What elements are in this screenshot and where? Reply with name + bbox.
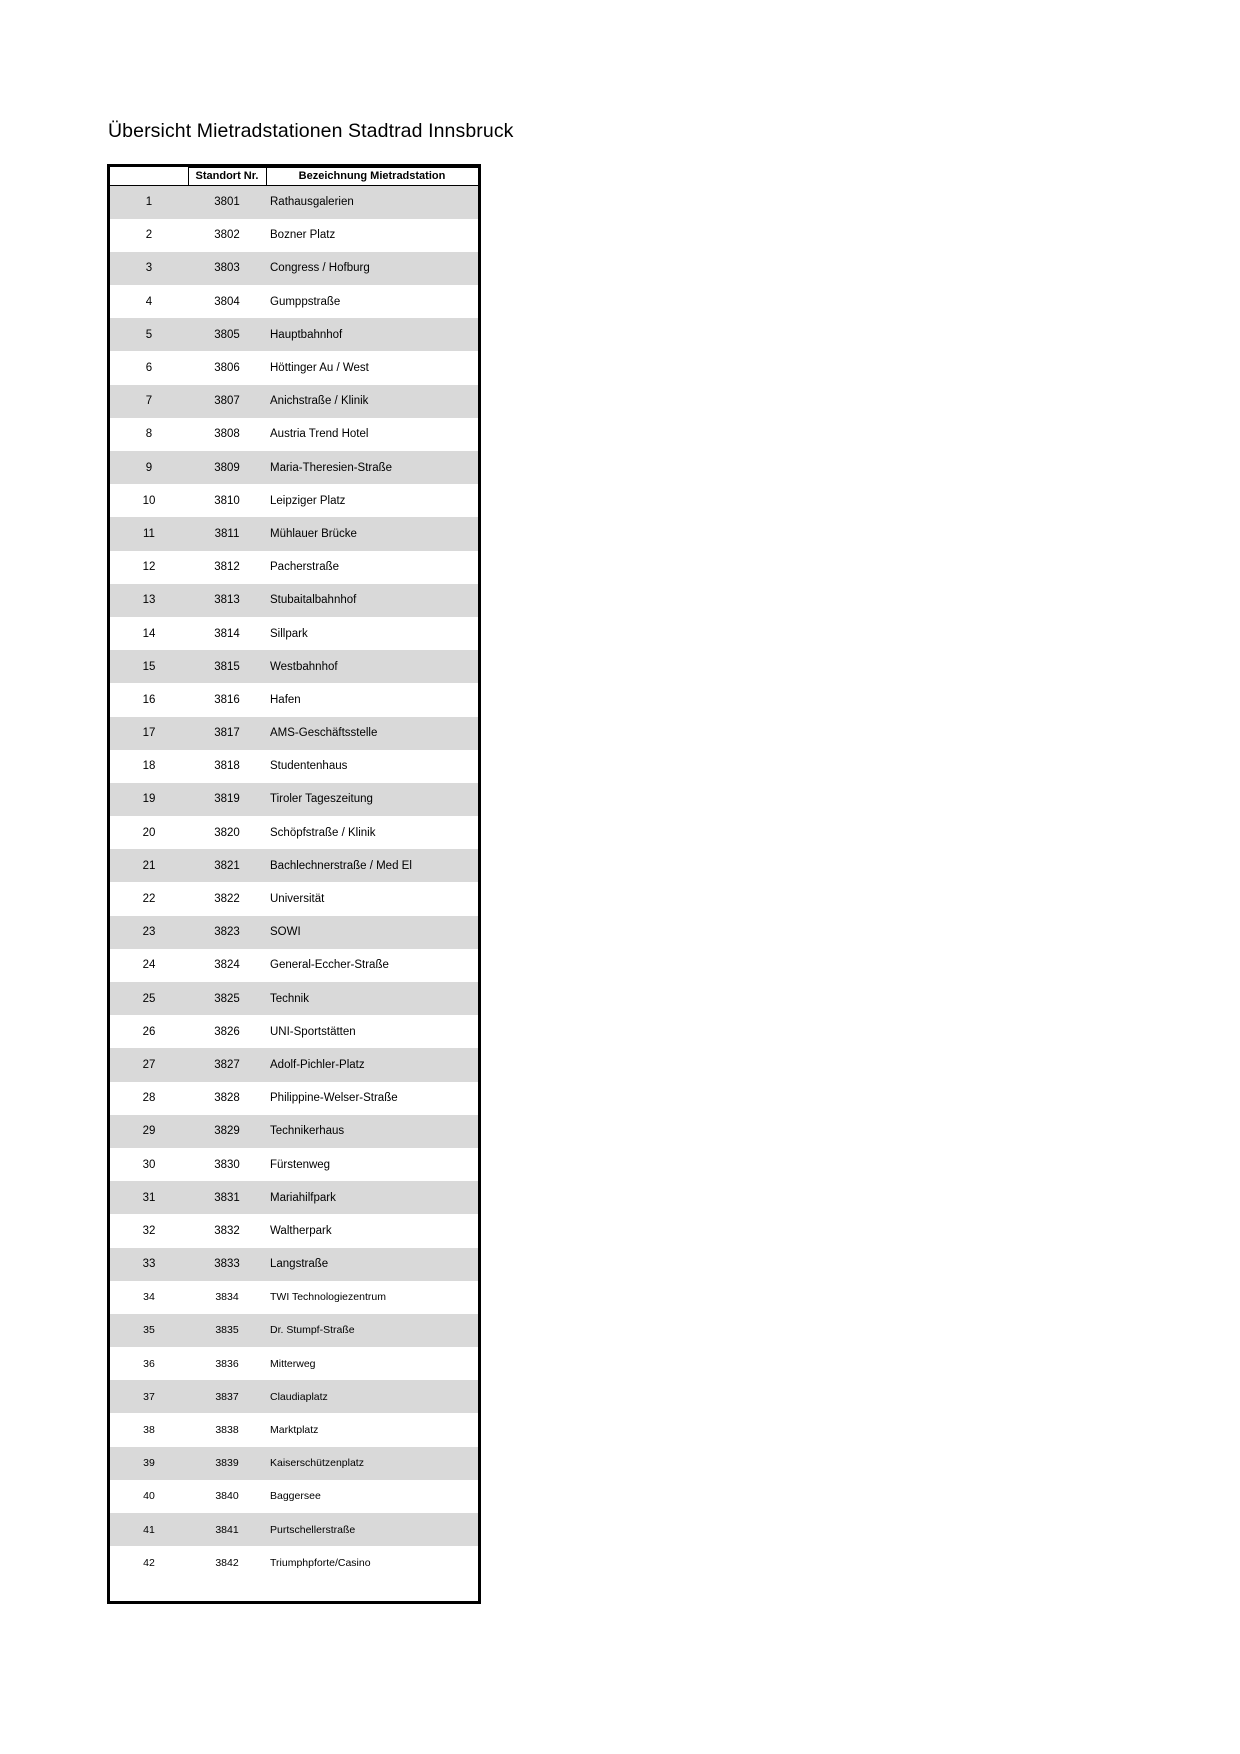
cell-standort-nr: 3827 [188, 1048, 266, 1081]
cell-index: 14 [110, 617, 188, 650]
table-row [110, 750, 478, 783]
table-row [110, 1314, 478, 1347]
cell-index: 2 [110, 219, 188, 252]
table-row [110, 451, 478, 484]
cell-index: 39 [110, 1447, 188, 1480]
cell-standort-nr: 3809 [188, 451, 266, 484]
cell-station-name: TWI Technologiezentrum [266, 1281, 478, 1314]
cell-standort-nr: 3828 [188, 1082, 266, 1115]
cell-index: 10 [110, 484, 188, 517]
cell-standort-nr: 3833 [188, 1248, 266, 1281]
cell-standort-nr: 3808 [188, 418, 266, 451]
cell-index: 36 [110, 1347, 188, 1380]
table-row [110, 1513, 478, 1546]
cell-station-name: Höttinger Au / West [266, 351, 478, 384]
cell-station-name: SOWI [266, 916, 478, 949]
cell-standort-nr: 3841 [188, 1513, 266, 1546]
column-header-bezeichnung: Bezeichnung Mietradstation [266, 168, 478, 186]
cell-station-name: Technik [266, 982, 478, 1015]
cell-standort-nr: 3805 [188, 318, 266, 351]
cell-standort-nr: 3817 [188, 717, 266, 750]
cell-standort-nr: 3820 [188, 816, 266, 849]
cell-station-name: Leipziger Platz [266, 484, 478, 517]
cell-standort-nr: 3838 [188, 1413, 266, 1446]
cell-standort-nr: 3834 [188, 1281, 266, 1314]
table-row [110, 285, 478, 318]
cell-standort-nr: 3821 [188, 849, 266, 882]
cell-index: 24 [110, 949, 188, 982]
cell-index: 42 [110, 1546, 188, 1579]
cell-station-name: Schöpfstraße / Klinik [266, 816, 478, 849]
cell-index: 37 [110, 1380, 188, 1413]
cell-index: 6 [110, 351, 188, 384]
cell-station-name: Maria-Theresien-Straße [266, 451, 478, 484]
cell-station-name: Sillpark [266, 617, 478, 650]
cell-index: 7 [110, 385, 188, 418]
cell-index: 33 [110, 1248, 188, 1281]
table-body [110, 186, 478, 1580]
cell-index: 8 [110, 418, 188, 451]
table-row [110, 982, 478, 1015]
cell-standort-nr: 3823 [188, 916, 266, 949]
cell-index: 25 [110, 982, 188, 1015]
cell-station-name: Pacherstraße [266, 551, 478, 584]
cell-index: 32 [110, 1214, 188, 1247]
cell-station-name: Claudiaplatz [266, 1380, 478, 1413]
cell-station-name: Philippine-Welser-Straße [266, 1082, 478, 1115]
table-row [110, 717, 478, 750]
table-row [110, 186, 478, 219]
cell-index: 3 [110, 252, 188, 285]
cell-index: 20 [110, 816, 188, 849]
table-row [110, 1447, 478, 1480]
cell-standort-nr: 3825 [188, 982, 266, 1015]
table-row [110, 683, 478, 716]
table-row [110, 517, 478, 550]
table-row [110, 551, 478, 584]
cell-index: 4 [110, 285, 188, 318]
cell-index: 11 [110, 517, 188, 550]
cell-station-name: Mariahilfpark [266, 1181, 478, 1214]
cell-station-name: Langstraße [266, 1248, 478, 1281]
table-row [110, 1181, 478, 1214]
cell-station-name: Marktplatz [266, 1413, 478, 1446]
cell-index: 40 [110, 1480, 188, 1513]
cell-standort-nr: 3831 [188, 1181, 266, 1214]
cell-standort-nr: 3836 [188, 1347, 266, 1380]
table-row [110, 949, 478, 982]
cell-station-name: Technikerhaus [266, 1115, 478, 1148]
cell-standort-nr: 3822 [188, 882, 266, 915]
cell-station-name: Gumppstraße [266, 285, 478, 318]
cell-index: 18 [110, 750, 188, 783]
cell-station-name: Austria Trend Hotel [266, 418, 478, 451]
table-row [110, 1347, 478, 1380]
cell-station-name: Waltherpark [266, 1214, 478, 1247]
cell-index: 26 [110, 1015, 188, 1048]
table-row [110, 1082, 478, 1115]
cell-station-name: Mitterweg [266, 1347, 478, 1380]
cell-station-name: Triumphpforte/Casino [266, 1546, 478, 1579]
table-row [110, 584, 478, 617]
table-row [110, 1148, 478, 1181]
cell-index: 28 [110, 1082, 188, 1115]
cell-index: 29 [110, 1115, 188, 1148]
cell-standort-nr: 3801 [188, 186, 266, 219]
cell-station-name: Hauptbahnhof [266, 318, 478, 351]
cell-index: 15 [110, 650, 188, 683]
cell-station-name: Hafen [266, 683, 478, 716]
cell-standort-nr: 3813 [188, 584, 266, 617]
cell-standort-nr: 3837 [188, 1380, 266, 1413]
cell-standort-nr: 3835 [188, 1314, 266, 1347]
table-row [110, 1115, 478, 1148]
cell-index: 16 [110, 683, 188, 716]
cell-standort-nr: 3824 [188, 949, 266, 982]
cell-station-name: Studentenhaus [266, 750, 478, 783]
cell-standort-nr: 3818 [188, 750, 266, 783]
table-row [110, 849, 478, 882]
table-header [110, 168, 478, 186]
cell-station-name: Anichstraße / Klinik [266, 385, 478, 418]
cell-standort-nr: 3829 [188, 1115, 266, 1148]
table-row [110, 1380, 478, 1413]
stations-table [110, 167, 479, 1579]
cell-index: 21 [110, 849, 188, 882]
table-row [110, 1480, 478, 1513]
cell-index: 9 [110, 451, 188, 484]
cell-index: 41 [110, 1513, 188, 1546]
cell-index: 13 [110, 584, 188, 617]
table-row [110, 1248, 478, 1281]
cell-station-name: Baggersee [266, 1480, 478, 1513]
cell-standort-nr: 3814 [188, 617, 266, 650]
table-row [110, 418, 478, 451]
table-row [110, 318, 478, 351]
cell-standort-nr: 3839 [188, 1447, 266, 1480]
cell-station-name: General-Eccher-Straße [266, 949, 478, 982]
table-row [110, 219, 478, 252]
cell-standort-nr: 3807 [188, 385, 266, 418]
cell-standort-nr: 3802 [188, 219, 266, 252]
cell-station-name: UNI-Sportstätten [266, 1015, 478, 1048]
table-row [110, 882, 478, 915]
cell-index: 12 [110, 551, 188, 584]
cell-standort-nr: 3803 [188, 252, 266, 285]
cell-station-name: Bozner Platz [266, 219, 478, 252]
table-row [110, 816, 478, 849]
cell-station-name: Fürstenweg [266, 1148, 478, 1181]
cell-index: 31 [110, 1181, 188, 1214]
cell-standort-nr: 3810 [188, 484, 266, 517]
table-row [110, 484, 478, 517]
cell-standort-nr: 3830 [188, 1148, 266, 1181]
table-header-row [110, 168, 478, 186]
table-row [110, 1048, 478, 1081]
table-row [110, 1546, 478, 1579]
table-row [110, 385, 478, 418]
cell-station-name: Rathausgalerien [266, 186, 478, 219]
cell-station-name: Universität [266, 882, 478, 915]
cell-station-name: Bachlechnerstraße / Med El [266, 849, 478, 882]
cell-standort-nr: 3840 [188, 1480, 266, 1513]
table-row [110, 650, 478, 683]
cell-standort-nr: 3804 [188, 285, 266, 318]
cell-index: 27 [110, 1048, 188, 1081]
column-header-index [110, 168, 188, 186]
table-row [110, 351, 478, 384]
cell-standort-nr: 3812 [188, 551, 266, 584]
cell-standort-nr: 3806 [188, 351, 266, 384]
cell-station-name: Westbahnhof [266, 650, 478, 683]
table-row [110, 617, 478, 650]
cell-index: 30 [110, 1148, 188, 1181]
cell-station-name: AMS-Geschäftsstelle [266, 717, 478, 750]
cell-standort-nr: 3832 [188, 1214, 266, 1247]
cell-station-name: Dr. Stumpf-Straße [266, 1314, 478, 1347]
cell-index: 1 [110, 186, 188, 219]
table-row [110, 1214, 478, 1247]
cell-standort-nr: 3816 [188, 683, 266, 716]
cell-standort-nr: 3842 [188, 1546, 266, 1579]
cell-index: 23 [110, 916, 188, 949]
cell-station-name: Kaiserschützenplatz [266, 1447, 478, 1480]
cell-index: 17 [110, 717, 188, 750]
cell-index: 5 [110, 318, 188, 351]
cell-index: 22 [110, 882, 188, 915]
table-row [110, 916, 478, 949]
cell-station-name: Stubaitalbahnhof [266, 584, 478, 617]
table-row [110, 783, 478, 816]
table-row [110, 1413, 478, 1446]
cell-index: 19 [110, 783, 188, 816]
cell-station-name: Tiroler Tageszeitung [266, 783, 478, 816]
cell-station-name: Purtschellerstraße [266, 1513, 478, 1546]
cell-standort-nr: 3815 [188, 650, 266, 683]
table-row [110, 1281, 478, 1314]
cell-index: 34 [110, 1281, 188, 1314]
column-header-standort-nr: Standort Nr. [188, 168, 266, 186]
cell-station-name: Adolf-Pichler-Platz [266, 1048, 478, 1081]
cell-standort-nr: 3826 [188, 1015, 266, 1048]
cell-standort-nr: 3819 [188, 783, 266, 816]
table-row [110, 252, 478, 285]
table-row [110, 1015, 478, 1048]
cell-station-name: Congress / Hofburg [266, 252, 478, 285]
stations-table-container [107, 164, 481, 1604]
cell-index: 38 [110, 1413, 188, 1446]
page-title: Übersicht Mietradstationen Stadtrad Innsbruck [108, 120, 514, 142]
cell-standort-nr: 3811 [188, 517, 266, 550]
cell-station-name: Mühlauer Brücke [266, 517, 478, 550]
cell-index: 35 [110, 1314, 188, 1347]
